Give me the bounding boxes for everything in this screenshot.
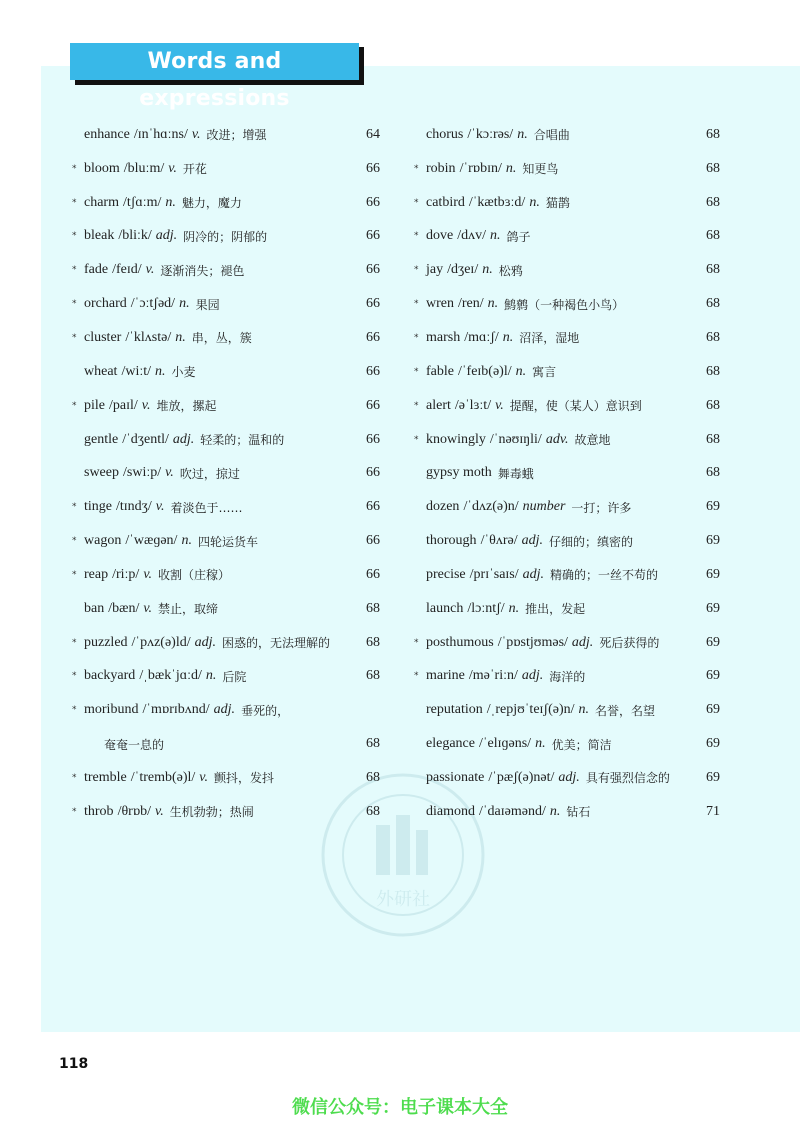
entry-phonetic: /ˈdʒentl/: [122, 431, 169, 447]
entry-phonetic: /ˈrɒbɪn/: [459, 160, 502, 176]
entry-page: 66: [366, 160, 380, 176]
entry-meaning: 故意地: [574, 433, 611, 448]
entry-phonetic: /ˈwæɡən/: [125, 533, 178, 549]
word-entry: [414, 355, 720, 389]
word-entry: [414, 321, 720, 355]
entry-pos: v.: [191, 126, 201, 142]
entry-pos: n.: [181, 533, 192, 549]
footer-watermark: 微信公众号：电子课本大全: [292, 1097, 508, 1118]
entry-phonetic: /əˈlɜːt/: [454, 397, 492, 413]
entry-pos: adj.: [155, 228, 178, 244]
entry-phonetic: /ˈkætbɜːd/: [468, 194, 526, 210]
entry-word: marsh: [426, 329, 461, 345]
entry-pos: n.: [179, 296, 190, 312]
word-entry: [414, 592, 720, 626]
entry-phonetic: /mɑːʃ/: [464, 329, 499, 345]
word-entry: [72, 592, 380, 626]
entry-word: dozen: [426, 499, 460, 515]
entry-page: 69: [706, 499, 720, 515]
entry-pos: adj.: [194, 634, 217, 650]
entry-meaning: 钻石: [566, 805, 591, 820]
entry-meaning: 着淡色于……: [170, 500, 243, 515]
entry-star: *: [72, 231, 77, 242]
entry-page: 69: [706, 600, 720, 616]
entry-word: knowingly: [426, 431, 486, 447]
entry-phonetic: /tɪndʒ/: [116, 499, 152, 515]
entry-pos: adv.: [545, 431, 569, 447]
entry-page: 66: [366, 499, 380, 515]
entry-meaning: 奄奄一息的: [104, 737, 165, 752]
entry-meaning: 海洋的: [549, 669, 586, 684]
entry-page: 69: [706, 533, 720, 549]
entry-page: 68: [706, 329, 720, 345]
entry-word: passionate: [426, 769, 485, 785]
entry-meaning: 果园: [195, 297, 220, 312]
entry-meaning: 颤抖，发抖: [213, 771, 274, 786]
entry-star: *: [72, 400, 77, 411]
entry-meaning: 寓言: [532, 365, 557, 380]
entry-meaning: 名誉，名望: [595, 703, 656, 718]
entry-meaning: 魅力，魔力: [181, 196, 242, 211]
page-number: 118: [59, 1056, 89, 1072]
entry-pos: n.: [549, 803, 561, 819]
entry-word: diamond: [426, 803, 475, 819]
entry-word: ban: [84, 600, 105, 616]
entry-star: *: [72, 637, 77, 648]
entry-page: 71: [706, 803, 720, 819]
entry-pos: adj.: [558, 769, 580, 785]
entry-phonetic: /paɪl/: [109, 397, 138, 413]
entry-pos: n.: [529, 194, 540, 210]
entry-word: wagon: [84, 533, 122, 549]
entry-pos: v.: [145, 262, 155, 278]
entry-phonetic: /bluːm/: [123, 160, 165, 176]
entry-meaning: 鸽子: [506, 229, 531, 244]
entry-meaning: 合唱曲: [533, 128, 570, 143]
entry-star: *: [414, 637, 419, 648]
entry-page: 68: [706, 262, 720, 278]
entry-meaning: 收割（庄稼）: [158, 568, 231, 583]
word-entry: [414, 152, 720, 186]
entry-word: elegance: [426, 736, 475, 752]
entry-pos: adj.: [571, 634, 594, 650]
entry-pos: n.: [517, 126, 528, 142]
entry-pos: n.: [502, 329, 514, 345]
word-entry: [72, 186, 380, 220]
entry-pos: adj.: [521, 668, 544, 684]
entry-page: 69: [706, 634, 720, 650]
entry-phonetic: /ˈɔːtʃəd/: [130, 296, 176, 312]
entry-word: reap: [84, 566, 109, 582]
entry-word: jay: [426, 262, 444, 278]
word-entry: [414, 795, 720, 829]
word-entry: [414, 727, 720, 761]
entry-page: 69: [706, 566, 720, 582]
entry-word: fable: [426, 363, 454, 379]
entry-star: *: [72, 705, 77, 716]
entry-word: catbird: [426, 194, 465, 210]
entry-phonetic: /ˈklʌstə/: [125, 329, 172, 345]
entry-star: *: [72, 806, 77, 817]
entry-pos: v.: [199, 769, 208, 785]
entry-pos: n.: [482, 262, 493, 278]
word-entry: [72, 490, 380, 524]
entry-meaning: 一打；许多: [571, 500, 632, 515]
entry-page: 69: [706, 769, 720, 785]
entry-page: 64: [366, 126, 380, 142]
entry-word: moribund: [84, 702, 139, 718]
entry-meaning: 禁止，取缔: [158, 602, 219, 617]
entry-pos: adj.: [521, 533, 543, 549]
entry-word: posthumous: [426, 634, 494, 650]
word-entry: [72, 287, 380, 321]
word-entry: [72, 626, 380, 660]
entry-meaning: 鹪鹩（一种褐色小鸟）: [504, 297, 625, 312]
entry-pos: n.: [505, 160, 517, 176]
entry-pos: v.: [168, 160, 177, 176]
entry-phonetic: /ˌbækˈjɑːd/: [139, 668, 202, 684]
entry-word: backyard: [84, 668, 136, 684]
entry-pos: v.: [143, 566, 153, 582]
word-entry: [72, 524, 380, 558]
entry-word: cluster: [84, 329, 122, 345]
entry-meaning: 后院: [222, 669, 247, 684]
entry-pos: v.: [141, 397, 151, 413]
entry-star: *: [414, 163, 419, 174]
entry-page: 66: [366, 296, 380, 312]
entry-page: 68: [706, 431, 720, 447]
seal-label: 外研社: [376, 889, 430, 910]
word-entry: [72, 795, 380, 829]
word-entry: [414, 626, 720, 660]
entry-page: 66: [366, 194, 380, 210]
entry-pos: n.: [535, 736, 546, 752]
word-entry: [72, 220, 380, 254]
entry-word: alert: [426, 397, 451, 413]
entry-star: *: [414, 366, 419, 377]
entry-phonetic: /feɪd/: [112, 262, 142, 278]
entry-phonetic: /θrɒb/: [117, 803, 152, 819]
word-entry: [72, 693, 380, 727]
entry-word: precise: [426, 566, 466, 582]
entry-page: 68: [706, 363, 720, 379]
entry-star: *: [414, 231, 419, 242]
entry-pos: n.: [155, 363, 166, 379]
entry-page: 68: [366, 600, 380, 616]
word-entry: [414, 558, 720, 592]
entry-star: *: [414, 299, 419, 310]
entry-star: *: [72, 299, 77, 310]
entry-meaning: 开花: [182, 162, 207, 177]
entry-meaning: 死后获得的: [599, 636, 660, 651]
entry-meaning: 推出，发起: [525, 602, 586, 617]
entry-star: *: [414, 400, 419, 411]
entry-word: pile: [84, 397, 105, 413]
entry-word: gypsy moth: [426, 465, 492, 481]
entry-word: chorus: [426, 126, 464, 142]
entry-pos: v.: [155, 803, 164, 819]
entry-star: *: [414, 434, 419, 445]
entry-page: 68: [366, 803, 380, 819]
entry-pos: n.: [487, 296, 499, 312]
entry-meaning: 沼泽，湿地: [519, 331, 580, 346]
entry-page: 69: [706, 736, 720, 752]
entry-phonetic: /ˈnəʊɪŋli/: [489, 431, 542, 447]
entry-pos: v.: [143, 600, 153, 616]
entry-page: 68: [706, 465, 720, 481]
entry-word: robin: [426, 160, 456, 176]
entry-pos: adj.: [213, 702, 236, 718]
entry-word: orchard: [84, 296, 127, 312]
entry-phonetic: /ˈfeɪb(ə)l/: [457, 363, 512, 379]
entry-star: *: [72, 772, 77, 783]
word-entry: [414, 389, 720, 423]
word-entry: [414, 118, 720, 152]
entry-page: 66: [366, 431, 380, 447]
word-entry: [72, 321, 380, 355]
word-entry: [414, 761, 720, 795]
entry-meaning: 松鸦: [498, 263, 523, 278]
entry-word: enhance: [84, 126, 130, 142]
entry-word: bloom: [84, 160, 120, 176]
entry-pos: n.: [490, 228, 501, 244]
entry-page: 68: [366, 736, 380, 752]
entry-meaning: 生机勃勃；热闹: [169, 805, 254, 820]
entry-meaning: 串，丛，簇: [191, 331, 252, 346]
entry-meaning: 改进；增强: [206, 128, 267, 143]
entry-page: 66: [366, 262, 380, 278]
entry-pos: v.: [495, 397, 504, 413]
entry-pos: n.: [508, 600, 520, 616]
entry-pos: n.: [165, 194, 176, 210]
entry-word: charm: [84, 194, 119, 210]
entry-page: 68: [706, 397, 720, 413]
entry-phonetic: /ˌrepjʊˈteɪʃ(ə)n/: [486, 702, 575, 718]
entry-meaning: 猫鹊: [545, 196, 570, 211]
entry-word: bleak: [84, 228, 115, 244]
entry-phonetic: /ɪnˈhɑːns/: [133, 126, 188, 142]
entry-phonetic: /ˈpʌz(ə)ld/: [131, 634, 191, 650]
entry-meaning: 垂死的，: [241, 703, 290, 718]
word-entry: [414, 693, 720, 727]
entry-page: 68: [706, 194, 720, 210]
entry-phonetic: /dʒeɪ/: [447, 262, 479, 278]
entry-meaning: 精确的；一丝不苟的: [550, 568, 659, 583]
word-entry: [72, 389, 380, 423]
entry-pos: n.: [205, 668, 217, 684]
entry-meaning: 堆放，摞起: [156, 399, 217, 414]
word-entry: [414, 287, 720, 321]
entry-page: 66: [366, 465, 380, 481]
entry-star: *: [72, 569, 77, 580]
entry-meaning: 吹过，掠过: [179, 466, 240, 481]
entry-star: *: [72, 197, 77, 208]
entry-word: throb: [84, 803, 114, 819]
entry-phonetic: /bæn/: [108, 600, 140, 616]
entry-phonetic: /swiːp/: [123, 465, 162, 481]
entry-phonetic: /ˈpɒstjʊməs/: [497, 634, 568, 650]
word-entry: [414, 423, 720, 457]
entry-word: wheat: [84, 363, 118, 379]
entry-star: *: [72, 671, 77, 682]
entry-word: wren: [426, 296, 454, 312]
entry-star: *: [414, 671, 419, 682]
entry-pos: adj.: [522, 566, 545, 582]
entry-phonetic: /lɔːntʃ/: [467, 600, 505, 616]
entry-page: 69: [706, 668, 720, 684]
entry-meaning: 舞毒蛾: [497, 466, 534, 481]
word-entry: [414, 456, 720, 490]
entry-phonetic: /ˈelɪɡəns/: [478, 736, 532, 752]
word-entry: [414, 253, 720, 287]
entry-meaning: 困惑的，无法理解的: [222, 636, 331, 651]
entry-page: 68: [706, 126, 720, 142]
entry-phonetic: /ˈkɔːrəs/: [467, 126, 514, 142]
entry-meaning: 逐渐消失；褪色: [160, 263, 245, 278]
entry-meaning: 具有强烈信念的: [585, 771, 670, 786]
entry-word: launch: [426, 600, 464, 616]
entry-meaning: 仔细的；缜密的: [548, 534, 633, 549]
entry-meaning: 小麦: [171, 365, 196, 380]
word-entry: [414, 220, 720, 254]
entry-page: 68: [366, 769, 380, 785]
entry-word: puzzled: [84, 634, 128, 650]
word-entry: [414, 660, 720, 694]
entry-pos: adj.: [172, 431, 195, 447]
entry-page: 68: [366, 634, 380, 650]
entry-meaning: 阴冷的；阴郁的: [183, 229, 268, 244]
entry-pos: v.: [165, 465, 174, 481]
entry-star: *: [72, 332, 77, 343]
word-entry: [72, 761, 380, 795]
entry-meaning: 知更鸟: [522, 162, 559, 177]
entry-word: sweep: [84, 465, 119, 481]
entry-phonetic: /məˈriːn/: [468, 668, 518, 684]
entry-word: tinge: [84, 499, 112, 515]
section-title: Words and expressions: [70, 43, 359, 80]
entry-page: 66: [366, 397, 380, 413]
entry-phonetic: /ˈdʌz(ə)n/: [463, 499, 519, 515]
entry-page: 66: [366, 363, 380, 379]
entry-phonetic: /ˈtremb(ə)l/: [130, 769, 196, 785]
entry-phonetic: /wiːt/: [121, 363, 151, 379]
word-entry: [72, 456, 380, 490]
word-entry: [72, 558, 380, 592]
entry-star: *: [414, 265, 419, 276]
entry-pos: v.: [155, 499, 165, 515]
word-entry: [72, 253, 380, 287]
left-word-column: [72, 118, 380, 829]
entry-page: 69: [706, 702, 720, 718]
entry-phonetic: /ren/: [458, 296, 484, 312]
entry-page: 68: [706, 296, 720, 312]
entry-page: 68: [706, 160, 720, 176]
word-entry-continuation: [72, 727, 380, 761]
entry-page: 66: [366, 228, 380, 244]
entry-meaning: 轻柔的；温和的: [200, 433, 285, 448]
entry-page: 66: [366, 566, 380, 582]
entry-phonetic: /ˈθʌrə/: [480, 533, 518, 549]
entry-pos: n.: [578, 702, 590, 718]
entry-pos: number: [522, 499, 566, 515]
word-entry: [72, 660, 380, 694]
entry-word: gentle: [84, 431, 119, 447]
word-entry: [72, 355, 380, 389]
entry-word: tremble: [84, 769, 127, 785]
entry-word: fade: [84, 262, 109, 278]
entry-meaning: 提醒，使（某人）意识到: [509, 399, 642, 414]
entry-phonetic: /ˈdaɪəmənd/: [479, 803, 546, 819]
right-word-column: [414, 118, 720, 829]
entry-phonetic: /tʃɑːm/: [122, 194, 162, 210]
entry-meaning: 四轮运货车: [197, 534, 258, 549]
entry-pos: n.: [175, 329, 186, 345]
entry-page: 68: [706, 228, 720, 244]
entry-phonetic: /ˈpæʃ(ə)nət/: [488, 769, 555, 785]
entry-phonetic: /prɪˈsaɪs/: [469, 566, 519, 582]
entry-meaning: 优美；简洁: [551, 737, 612, 752]
word-entry: [414, 490, 720, 524]
entry-star: *: [414, 332, 419, 343]
entry-star: *: [72, 163, 77, 174]
entry-page: 66: [366, 533, 380, 549]
entry-star: *: [72, 265, 77, 276]
entry-pos: n.: [515, 363, 527, 379]
entry-word: dove: [426, 228, 454, 244]
entry-page: 68: [366, 668, 380, 684]
entry-word: reputation: [426, 702, 483, 718]
entry-phonetic: /dʌv/: [457, 228, 486, 244]
entry-star: *: [414, 197, 419, 208]
word-entry: [72, 152, 380, 186]
entry-star: *: [72, 502, 77, 513]
entry-phonetic: /ˈmɒrɪbʌnd/: [142, 702, 210, 718]
entry-phonetic: /riːp/: [112, 566, 140, 582]
entry-word: marine: [426, 668, 465, 684]
entry-page: 66: [366, 329, 380, 345]
word-entry: [72, 118, 380, 152]
entry-word: thorough: [426, 533, 477, 549]
word-entry: [414, 524, 720, 558]
entry-star: *: [72, 536, 77, 547]
word-entry: [414, 186, 720, 220]
word-entry: [72, 423, 380, 457]
entry-phonetic: /bliːk/: [118, 228, 152, 244]
